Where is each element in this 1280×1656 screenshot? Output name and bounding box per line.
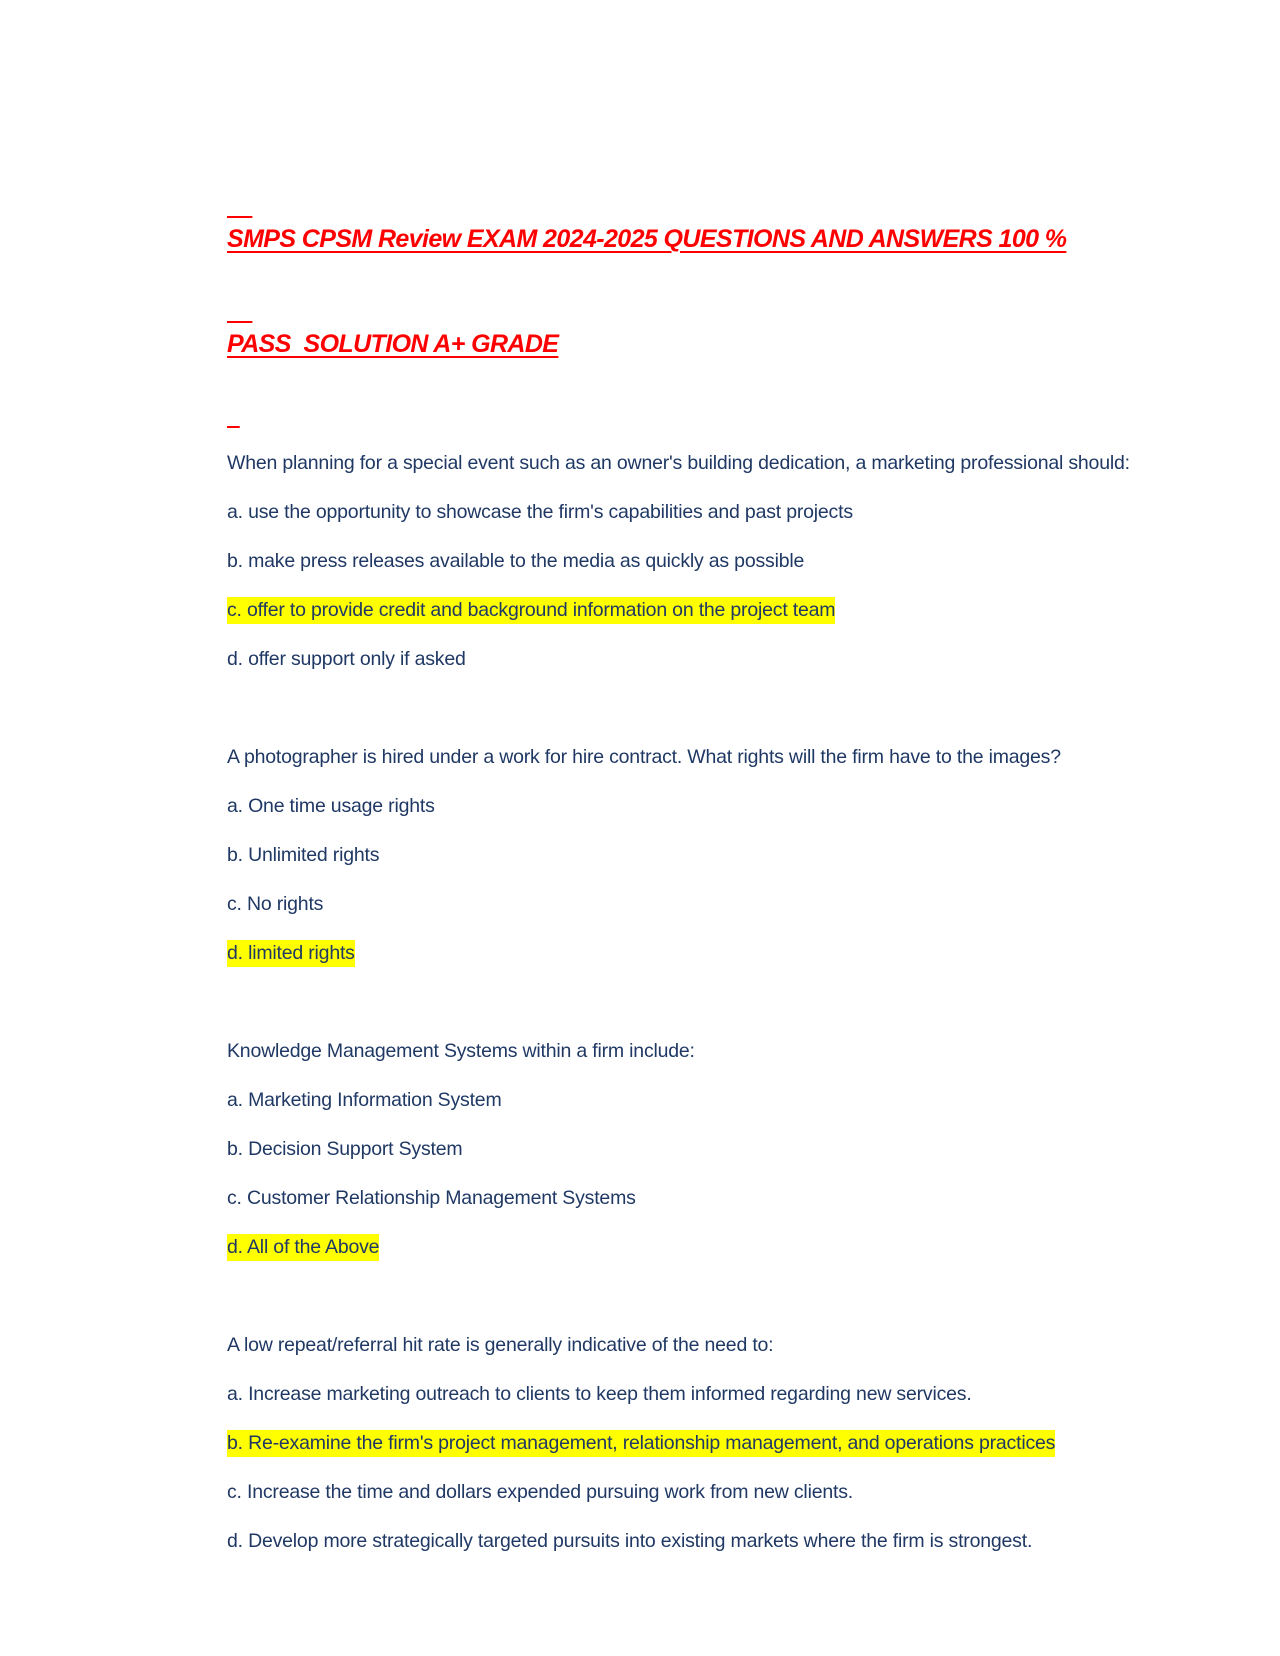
- option-text: c. No rights: [227, 893, 324, 915]
- option-a: [227, 1380, 1147, 1409]
- highlighted-answer: b. Re-examine the firm's project management, relationship management, and operations practices: [227, 1430, 1055, 1457]
- option-text: a. Increase marketing outreach to clients to keep them informed regarding new services.: [227, 1383, 972, 1405]
- option-c: [227, 1184, 1147, 1213]
- option-a: [227, 1086, 1147, 1115]
- question-stem: A photographer is hired under a work for hire contract. What rights will the firm have to the images?: [227, 746, 1061, 768]
- option-b: [227, 841, 1147, 870]
- option-text: a. Marketing Information System: [227, 1089, 502, 1111]
- option-text: d. offer support only if asked: [227, 648, 466, 670]
- option-text: c. Customer Relationship Management Systems: [227, 1187, 636, 1209]
- question-2: [227, 743, 1147, 1017]
- option-b: [227, 1135, 1147, 1164]
- blank-paragraph: [227, 988, 1147, 1017]
- option-b: [227, 547, 1147, 576]
- question-stem: A low repeat/referral hit rate is generally indicative of the need to:: [227, 1334, 774, 1356]
- option-c: [227, 1478, 1147, 1507]
- question-stem: When planning for a special event such as an owner's building dedication, a marketing professional should:: [227, 452, 1130, 474]
- blank-paragraph: [227, 1282, 1147, 1311]
- title-line-1: SMPS CPSM Review EXAM 2024-2025 QUESTIONS AND ANSWERS 100 %: [227, 225, 1067, 253]
- highlighted-answer: d. All of the Above: [227, 1234, 379, 1261]
- highlighted-answer: c. offer to provide credit and background information on the project team: [227, 597, 835, 624]
- option-text: c. Increase the time and dollars expended pursuing work from new clients.: [227, 1481, 853, 1503]
- question-4: [227, 1331, 1147, 1556]
- option-text: b. Unlimited rights: [227, 844, 380, 866]
- title-line-2: PASS SOLUTION A+ GRADE: [227, 330, 559, 358]
- document-title: [227, 152, 1147, 432]
- option-text: b. Decision Support System: [227, 1138, 463, 1160]
- highlighted-answer: d. limited rights: [227, 940, 355, 967]
- option-a: [227, 498, 1147, 527]
- question-stem: Knowledge Management Systems within a firm include:: [227, 1040, 695, 1062]
- option-c-correct: [227, 596, 1147, 625]
- option-text: b. make press releases available to the media as quickly as possible: [227, 550, 805, 572]
- question-1: [227, 449, 1147, 723]
- question-3: [227, 1037, 1147, 1311]
- option-d-correct: [227, 939, 1147, 968]
- option-b-correct: [227, 1429, 1147, 1458]
- option-text: a. One time usage rights: [227, 795, 435, 817]
- option-text: a. use the opportunity to showcase the firm's capabilities and past projects: [227, 501, 853, 523]
- document-page: [227, 152, 1147, 1576]
- option-text: d. Develop more strategically targeted pursuits into existing markets where the firm is strongest.: [227, 1530, 1033, 1552]
- option-a: [227, 792, 1147, 821]
- option-d: [227, 645, 1147, 674]
- option-d-correct: [227, 1233, 1147, 1262]
- option-d: [227, 1527, 1147, 1556]
- blank-paragraph: [227, 694, 1147, 723]
- option-c: [227, 890, 1147, 919]
